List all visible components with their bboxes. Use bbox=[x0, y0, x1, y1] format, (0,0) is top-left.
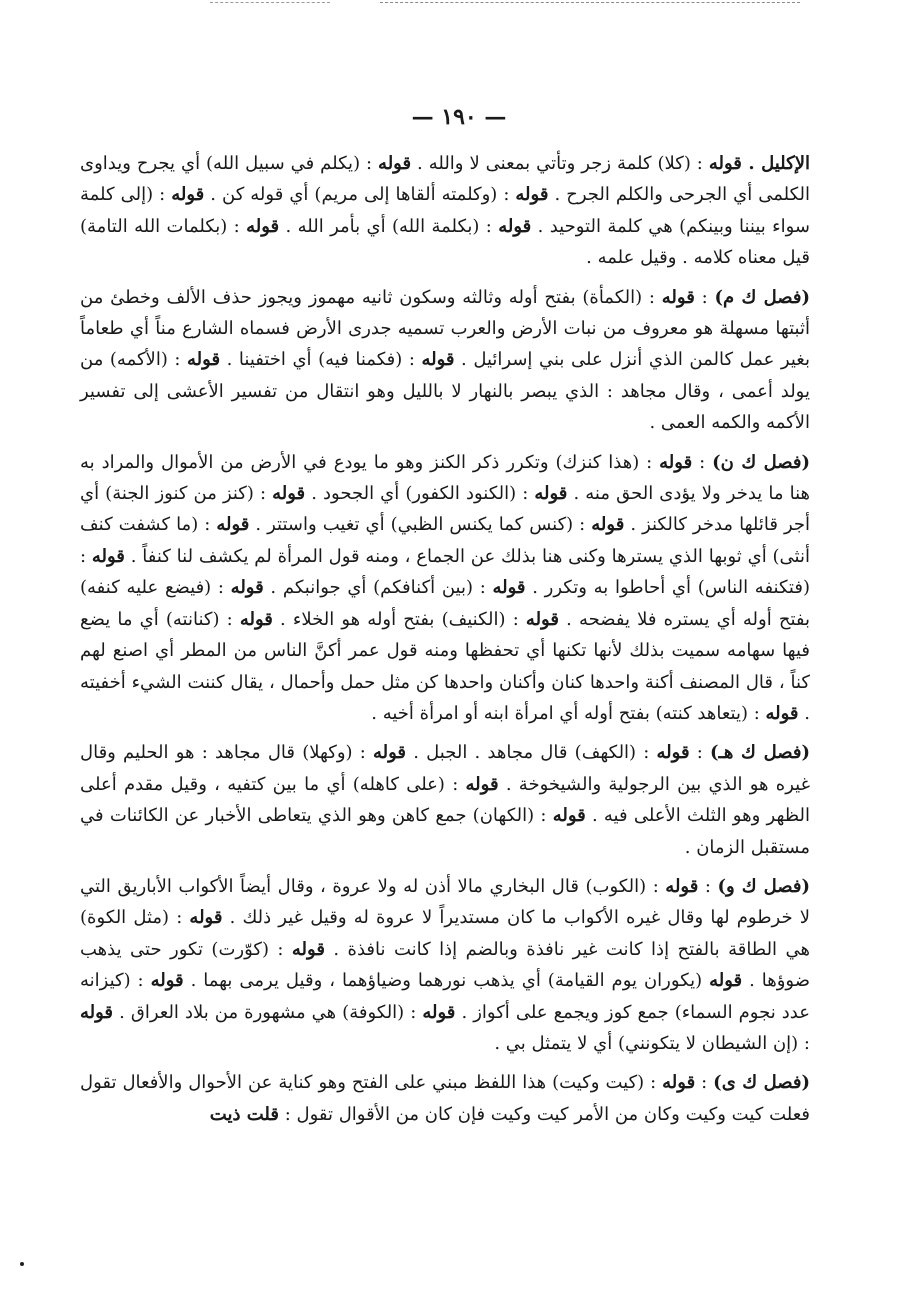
keyword-run: قوله bbox=[246, 215, 280, 237]
text-run: : bbox=[689, 742, 711, 764]
paragraph bbox=[80, 282, 810, 439]
keyword-run: قوله bbox=[187, 349, 221, 371]
keyword-run: قوله bbox=[378, 153, 412, 174]
keyword-run: قوله bbox=[465, 773, 499, 795]
text-run: : (الكنود الكفور) أي الجحود . bbox=[305, 483, 535, 505]
text-run: : (الكوب) قال البخاري مالا أذن له ولا عروة ، وقال أيضاً الأكواب الأباريق التي لا خرطوم لها وقال غيره الأكواب ما كان مستديراً لا عروة له وقيل غير ذلك . bbox=[80, 875, 810, 929]
text-run: : bbox=[698, 875, 718, 897]
keyword-run: قوله bbox=[591, 514, 625, 536]
body-text bbox=[80, 148, 810, 1138]
keyword-run: قوله bbox=[534, 483, 568, 505]
text-run: : (الكنيف) بفتح أوله هو الخلاء . bbox=[272, 608, 526, 630]
keyword-run: قوله bbox=[422, 1001, 456, 1023]
text-run: (يكوران يوم القيامة) أي يذهب نورهما وضياؤهما ، وقيل يرمى بهما . bbox=[183, 970, 710, 992]
keyword-run: قوله bbox=[189, 907, 223, 929]
keyword-run: قوله bbox=[80, 1001, 114, 1023]
keyword-run: قوله bbox=[272, 483, 306, 505]
keyword-run: (فصل ك و) bbox=[717, 875, 810, 897]
keyword-run: قوله bbox=[665, 875, 699, 897]
keyword-run: قوله bbox=[709, 970, 743, 992]
text-run: : (الكمأة) بفتح أوله وثالثه وسكون ثانيه مهموز ويجوز حذف الألف وخطئ من أثبتها مسهلة هو معروف من نبات الأرض والعرب تسميه جدرى الأرض فسماه الشارع مناً أي طعاماً بغير عمل كالمن الذي أنزل على بني إسرائيل . bbox=[80, 286, 810, 371]
text-run: : (وكلمته ألقاها إلى مريم) أي قوله كن . bbox=[204, 184, 516, 206]
keyword-run: قوله bbox=[421, 349, 455, 371]
text-run: : (كنانته) أي ما يضع فيها سهامه سميت بذلك لأنها تكنها أي تحفظها ومنه قول عمر أكنَّ الناس من المطر أي اصنع لهم كناً ، قال المصنف أكنة واحدها كنان وأكنان واحدها كن مثل حمل وأحمال ، يقال كننت الشيء أخفيته . bbox=[80, 608, 810, 724]
keyword-run: قوله bbox=[515, 184, 549, 206]
keyword-run: قوله bbox=[659, 451, 693, 473]
text-run: : (فيضع عليه كنفه) بفتح أوله أي يستره فلا يفضحه . bbox=[80, 577, 811, 630]
text-run: : (على كاهله) أي ما بين كتفيه ، وقيل مقدم أعلى الظهر وهو الثلث الأعلى فيه . bbox=[80, 773, 810, 827]
keyword-run: قوله bbox=[291, 938, 325, 960]
text-run: : (كنس كما يكنس الظبي) أي تغيب واستتر . bbox=[249, 514, 592, 536]
keyword-run: قلت ذيت bbox=[209, 1103, 279, 1125]
text-run: : (كيت وكيت) هذا اللفظ مبني على الفتح وهو كناية عن الأحوال والأفعال تقول فعلت كيت وكيت وكان من الأمر كيت وكيت فإن كان من الأقوال تقول : bbox=[80, 1072, 810, 1125]
text-run: : (الكهف) قال مجاهد . الجبل . bbox=[406, 742, 657, 764]
keyword-run: (فصل ك م) bbox=[714, 286, 810, 308]
keyword-run: (فصل ك ى) bbox=[713, 1072, 810, 1094]
text-run: : bbox=[694, 286, 715, 308]
text-run: : (كلا) كلمة زجر وتأتي بمعنى لا والله . bbox=[411, 153, 709, 174]
keyword-run: قوله bbox=[216, 514, 250, 536]
text-run: : (الأكمه) من يولد أعمى ، وقال مجاهد : الذي يبصر بالنهار لا بالليل وهو انتقال من تفسير الأعشى إلى تفسير الأكمه والكمه العمى . bbox=[80, 349, 810, 434]
text-run: : (الكهان) جمع كاهن وهو الذي يتعاطى الأخبار عن الكائنات في مستقبل الزمان . bbox=[80, 805, 810, 858]
text-run: : bbox=[692, 451, 713, 473]
text-run: : (كوّرت) تكور حتى يذهب ضوؤها . bbox=[80, 938, 811, 992]
keyword-run: الإكليل . bbox=[741, 153, 810, 174]
text-run: : (يتعاهد كنته) بفتح أوله أي امرأة ابنه أو امرأة أخيه . bbox=[371, 702, 766, 724]
keyword-run: قوله bbox=[373, 742, 407, 764]
text-run: : (يكلم في سبيل الله) أي يجرح ويداوى الكلمى أي الجرحى والكلم الجرح . bbox=[80, 153, 810, 206]
text-run: : (الكوفة) هي مشهورة من بلاد العراق . bbox=[113, 1001, 423, 1023]
keyword-run: قوله bbox=[492, 577, 526, 599]
text-run: : (إلى كلمة سواء بيننا وبينكم) هي كلمة التوحيد . bbox=[80, 184, 811, 237]
text-run: : (إن الشيطان لا يتكونني) أي لا يتمثل بي . bbox=[494, 1032, 810, 1054]
text-run: : (بكلمات الله التامة) قيل معناه كلامه . وقيل علمه . bbox=[80, 215, 810, 269]
keyword-run: قوله bbox=[230, 577, 264, 599]
keyword-run: قوله bbox=[171, 184, 205, 206]
text-run: : (وكهلا) قال مجاهد : هو الحليم وقال غيره هو الذي بين الرجولية والشيخوخة . bbox=[80, 742, 810, 795]
keyword-run: قوله bbox=[525, 608, 559, 630]
scan-edge-mark bbox=[210, 2, 330, 4]
text-run: : (مثل الكوة) هي الطاقة بالفتح إذا كانت غير نافذة وبالضم إذا كانت نافذة . bbox=[80, 907, 810, 960]
text-run: : (فكمنا فيه) أي اختفينا . bbox=[220, 349, 422, 371]
paragraph bbox=[80, 871, 810, 1059]
paragraph bbox=[80, 1067, 810, 1130]
text-run: : (بكلمة الله) أي بأمر الله . bbox=[279, 215, 499, 237]
text-run: : bbox=[695, 1072, 714, 1094]
keyword-run: قوله bbox=[498, 215, 532, 237]
keyword-run: قوله bbox=[662, 1072, 696, 1094]
text-run: : (كنز من كنوز الجنة) أي أجر قائلها مدخر كالكنز . bbox=[80, 483, 811, 536]
paragraph bbox=[80, 447, 810, 730]
scan-dot bbox=[20, 1262, 24, 1266]
text-run: : (فتكنفه الناس) أي أحاطوا به وتكرر . bbox=[80, 545, 810, 599]
text-run: : (بين أكنافكم) أي جوانبكم . bbox=[263, 577, 493, 599]
keyword-run: قوله bbox=[239, 608, 273, 630]
text-run: : (ما كشفت كنف أنثى) أي ثوبها الذي يسترها وكنى هنا بذلك عن الجماع ، ومنه قول المرأة لم يكشف لنا كنفاً . bbox=[80, 514, 810, 567]
text-run: : (هذا كنزك) وتكرر ذكر الكنز وهو ما يودع في الأرض من الأموال والمراد به هنا ما يدخر ولا يؤدى الحق منه . bbox=[80, 451, 810, 505]
page-number: — ١٩٠ — bbox=[411, 104, 507, 130]
scan-edge-mark bbox=[380, 2, 800, 4]
keyword-run: قوله bbox=[656, 742, 690, 764]
text-run: : (كيزانه عدد نجوم السماء) جمع كوز ويجمع على أكواز . bbox=[80, 970, 810, 1023]
paragraph bbox=[80, 148, 810, 274]
keyword-run: قوله bbox=[708, 153, 742, 174]
keyword-run: (فصل ك ن) bbox=[712, 451, 810, 473]
keyword-run: قوله bbox=[552, 805, 586, 827]
keyword-run: (فصل ك هـ) bbox=[710, 742, 810, 764]
keyword-run: قوله bbox=[91, 545, 125, 567]
keyword-run: قوله bbox=[765, 702, 799, 724]
keyword-run: قوله bbox=[150, 970, 184, 992]
keyword-run: قوله bbox=[661, 286, 695, 308]
paragraph bbox=[80, 737, 810, 863]
